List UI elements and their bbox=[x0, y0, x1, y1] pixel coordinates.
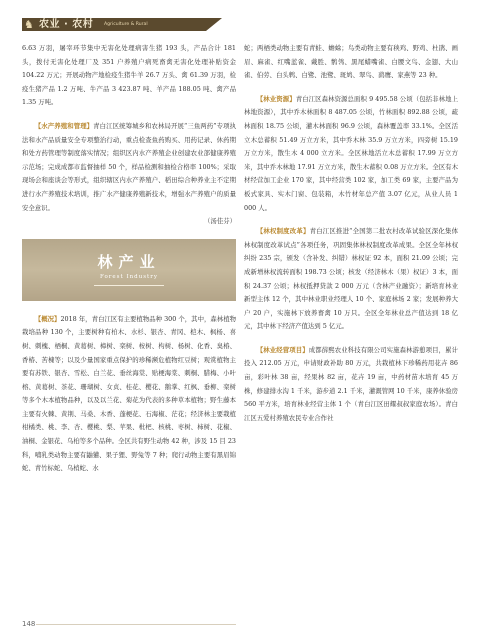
section-subtitle: Agriculture & Rural bbox=[104, 22, 148, 27]
paragraph-overview bbox=[22, 313, 236, 476]
page-number: 148 bbox=[22, 620, 36, 628]
left-column bbox=[22, 42, 236, 476]
author-signature: （汤佳芬） bbox=[204, 217, 236, 226]
heading-overview: 【概况】 bbox=[34, 314, 61, 323]
paragraph-wildlife: 蛇；两栖类动物主要有青蛙、蟾蜍；鸟类动物主要有秧鸡、野鸡、杜鹃、画眉、麻雀、红嘴蓝雀、戴胜、鹡鸰、黑尾蜡嘴雀、白腰文鸟、金翅、大山雀、伯劳、白头鹎、白鹭、池鹭、斑鸠、翠鸟、鹞鹰、家燕等 23 种。 bbox=[244, 44, 458, 80]
heading-aquaculture: 【水产养殖和管理】 bbox=[34, 121, 94, 130]
paragraph-forestry-projects bbox=[244, 344, 458, 426]
footer-rule bbox=[36, 624, 236, 625]
page-header bbox=[0, 0, 480, 34]
text-overview: 2018 年，青白江区有主要植物品种 300 个，其中，森林植物栽培品种 130 个，主要树种有柏木、水杉、银杏、青冈、桤木、枫杨、喜树、刺槐、栖桐、黄葛树、樟树、栾树、桉树、构树、杨树、化香、臭椿、香椿、苦楝等；以及少量国家重点保护的珍稀濒危植物红豆树；观赏植物主要有苏铁、银杏、雪松、白兰花、垂丝海棠、贴梗海棠、刺桐、腊梅、小叶榕、黄葛树、茶花、珊瑚树、女贞、桂花、樱花、鹅掌、红枫、垂柳、栾树等多个木本植物品种，以及以兰花、菊花为代表的多种草本植物；野生藤本主要有火棘、黄荆、马桑、木香、蓬梗花、石海椒、茫花；经济林主要栽植柑橘类、桃、李、杏、樱桃、梨、苹果、枇杷、核桃、枣树、柿树、花椒、油桐、金银花、乌桕等多个品种。全区共有野生动物 42 种，涉及 15 目 23 科，哺乳类动物主要有鼬獾、果子狸、野兔等 7 种；爬行动物主要有黑眉锦蛇、青竹标蛇、乌梢蛇、水 bbox=[22, 314, 237, 473]
heading-tenure-reform: 【林权制度改革】 bbox=[256, 227, 310, 236]
banner-divider bbox=[94, 285, 164, 286]
text-aquaculture: 青白江区统筹城乡和农林局开展“三鱼两药”专项执法和水产品质量安全专项整治行动，重点检查鱼药购买、用药记录、休药期和处方药管理等制度落实情况；组织区内水产养殖企业创建农业部健康养殖示范场；完成成都市监督抽样 50 个，样品检测和抽检合格率 100%；采取现场会和座谈会等形式，组织辖区内水产养殖户、稻田综合种养业主不定期进行水产养殖技术培训，推广水产健康养殖新技术，增强水产养殖户的质量安全意识。 bbox=[22, 121, 236, 212]
text-forestry-projects: 成都薛熙农业科技有限公司实施森林游憩项目，累计投入 212.05 万元，申请财政补助 80 万元，共栽植林下珍稀药用花卉 86 亩，彩叶林 38 亩，经果林 82 亩，花卉 19 亩，中药材苗木培育 45 万株，修建排水沟 1 千米，游步道 2.1 千米，灌溉管网 10 千米，康养休验房 560 平方米，培育林业经营主体 1 个（青白江区田耀叔叔家庭农场）。青白江区五爱村养殖农民专业合作社 bbox=[244, 345, 459, 422]
section-banner-forest bbox=[22, 239, 236, 301]
section-title: 农业 · 农村 bbox=[39, 19, 94, 30]
banner-title: 林产业 bbox=[97, 253, 161, 272]
paragraph-quarantine: 6.63 万羽，屠宰环节集中无害化处理病害生猪 193 头，产品合计 181 头，拨付无害化处理厂及 351 户养殖户病死畜禽无害化处理补贴资金 104.22 万元；开展动物产地检疫生猪牛羊 26.7 万头、禽 61.39 万羽，检疫生猪产品 1.2 万吨、牛产品 3 423.87 吨、羊产品 188.05 吨、禽产品 1.35 万吨。 bbox=[22, 44, 236, 107]
paragraph-tenure-reform bbox=[244, 225, 458, 334]
horse-icon: ♞ bbox=[24, 18, 34, 31]
paragraph-aquaculture bbox=[22, 120, 236, 215]
text-forest-resources: 青白江区森林资源总面积 9 495.58 公顷（包括非林地上林地资源），其中乔木林面积 8 487.05 公顷，竹林面积 892.88 公顷，疏林面积 18.75 公顷，灌木林面积 96.9 公顷，森林覆盖率 33.1%。全区活立木总蓄积 51.49 万立方米，其中乔木林 35.9 万立方米，四旁树 15.19 万立方米，散生木 4 000 立方米。全区林地活立木总蓄积 17.99 万立方米，其中乔木林地 17.91 万立方米，散生木蓄积 0.08 万立方米。全区有木材经营加工企业 170 家，其中经营类 102 家，加工类 69 家，主要产品为板式家具、实木门窗、包装箱，木竹材年总产值 3.07 亿元，从业人员 1 000 人。 bbox=[244, 94, 458, 212]
paragraph-forest-resources bbox=[244, 93, 458, 215]
heading-forest-resources: 【林业资源】 bbox=[256, 94, 296, 103]
text-tenure-reform: 青白江区推进“全国第二批农村改革试验区深化集体林权制度改革试点”各项任务，巩固集体林权制度改革成果。全区全年林权纠纷 235 宗，颁发（含补发、纠错）林权证 92 本，面积 21.09 公顷；完成新增林权流转面积 198.73 公顷；核发（经济林木（果）权证）3 本，面积 24.37 公顷；林权抵押贷款 2 000 万元（含林产业融资）；新培育林业新型主体 12 个，其中林业职业经理人 10 个、家庭林场 2 家；发展种养大户 20 户，实施林下放养畜禽 10 万只。全区全年林业总产值达到 18 亿元，其中林下经济产值达到 5 亿元。 bbox=[244, 227, 458, 331]
right-column bbox=[244, 42, 458, 425]
banner-subtitle: Forest Industry bbox=[99, 274, 159, 281]
heading-forestry-projects: 【林业经营项目】 bbox=[256, 345, 309, 354]
